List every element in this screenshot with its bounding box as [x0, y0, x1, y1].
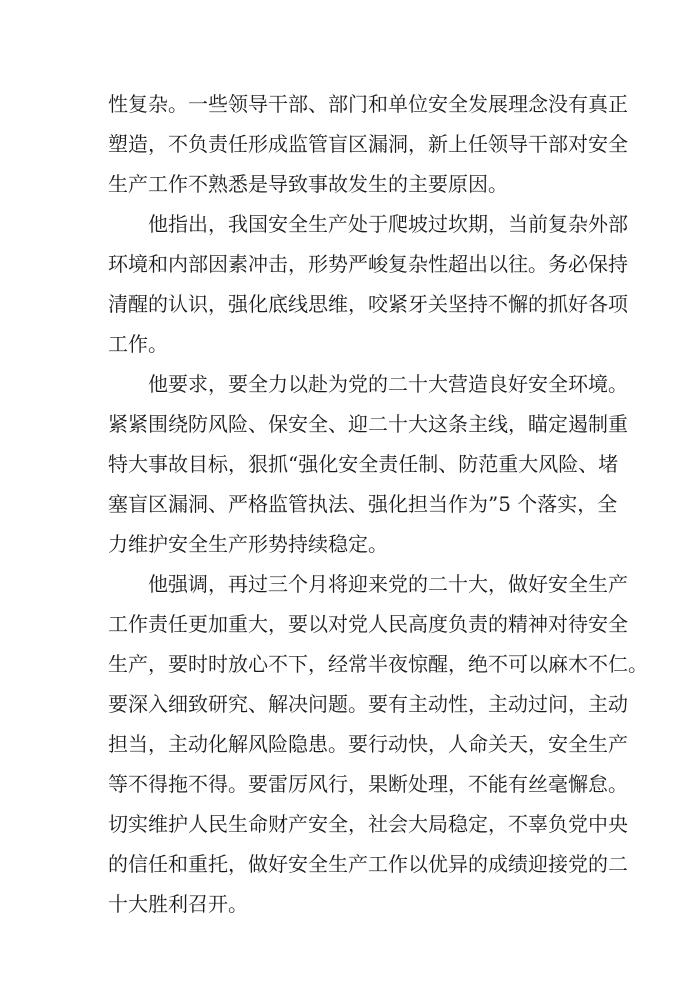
text-line: 清醒的认识，强化底线思维，咬紧牙关坚持不懈的抓好各项 — [108, 292, 628, 316]
text-line: 性复杂。一些领导干部、部门和单位安全发展理念没有真正 — [108, 92, 628, 116]
text-line: 紧紧围绕防风险、保安全、迎二十大这条主线，瞄定遏制重 — [108, 412, 628, 436]
text-line: 工作。 — [108, 332, 168, 356]
text-line: 要深入细致研究、解决问题。要有主动性，主动过问，主动 — [108, 692, 628, 716]
text-line: 他强调，再过三个月将迎来党的二十大，做好安全生产 — [148, 572, 628, 596]
text-line: 担当，主动化解风险隐患。要行动快，人命关天，安全生产 — [108, 732, 628, 756]
text-line: 生产工作不熟悉是导致事故发生的主要原因。 — [108, 172, 508, 196]
paragraph-3 — [108, 364, 628, 564]
text-line: 力维护安全生产形势持续稳定。 — [108, 532, 388, 556]
text-line: 塞盲区漏洞、严格监管执法、强化担当作为”5 个落实，全 — [108, 492, 618, 516]
text-line: 塑造，不负责任形成监管盲区漏洞，新上任领导干部对安全 — [108, 132, 628, 156]
paragraph-1 — [108, 84, 628, 204]
text-line: 生产，要时时放心不下，经常半夜惊醒，绝不可以麻木不仁。 — [108, 652, 648, 676]
paragraph-4 — [108, 564, 648, 924]
text-line: 工作责任更加重大，要以对党人民高度负责的精神对待安全 — [108, 612, 628, 636]
paragraph-2 — [108, 204, 628, 364]
text-line: 他要求，要全力以赴为党的二十大营造良好安全环境。 — [148, 372, 628, 396]
text-line: 特大事故目标，狠抓“强化安全责任制、防范重大风险、堵 — [108, 452, 619, 476]
text-line: 环境和内部因素冲击，形势严峻复杂性超出以往。务必保持 — [108, 252, 628, 276]
text-line: 切实维护人民生命财产安全，社会大局稳定，不辜负党中央 — [108, 812, 628, 836]
text-line: 十大胜利召开。 — [108, 892, 248, 916]
text-line: 的信任和重托，做好安全生产工作以优异的成绩迎接党的二 — [108, 852, 628, 876]
text-line: 等不得拖不得。要雷厉风行，果断处理，不能有丝毫懈怠。 — [108, 772, 628, 796]
text-line: 他指出，我国安全生产处于爬坡过坎期，当前复杂外部 — [148, 212, 628, 236]
